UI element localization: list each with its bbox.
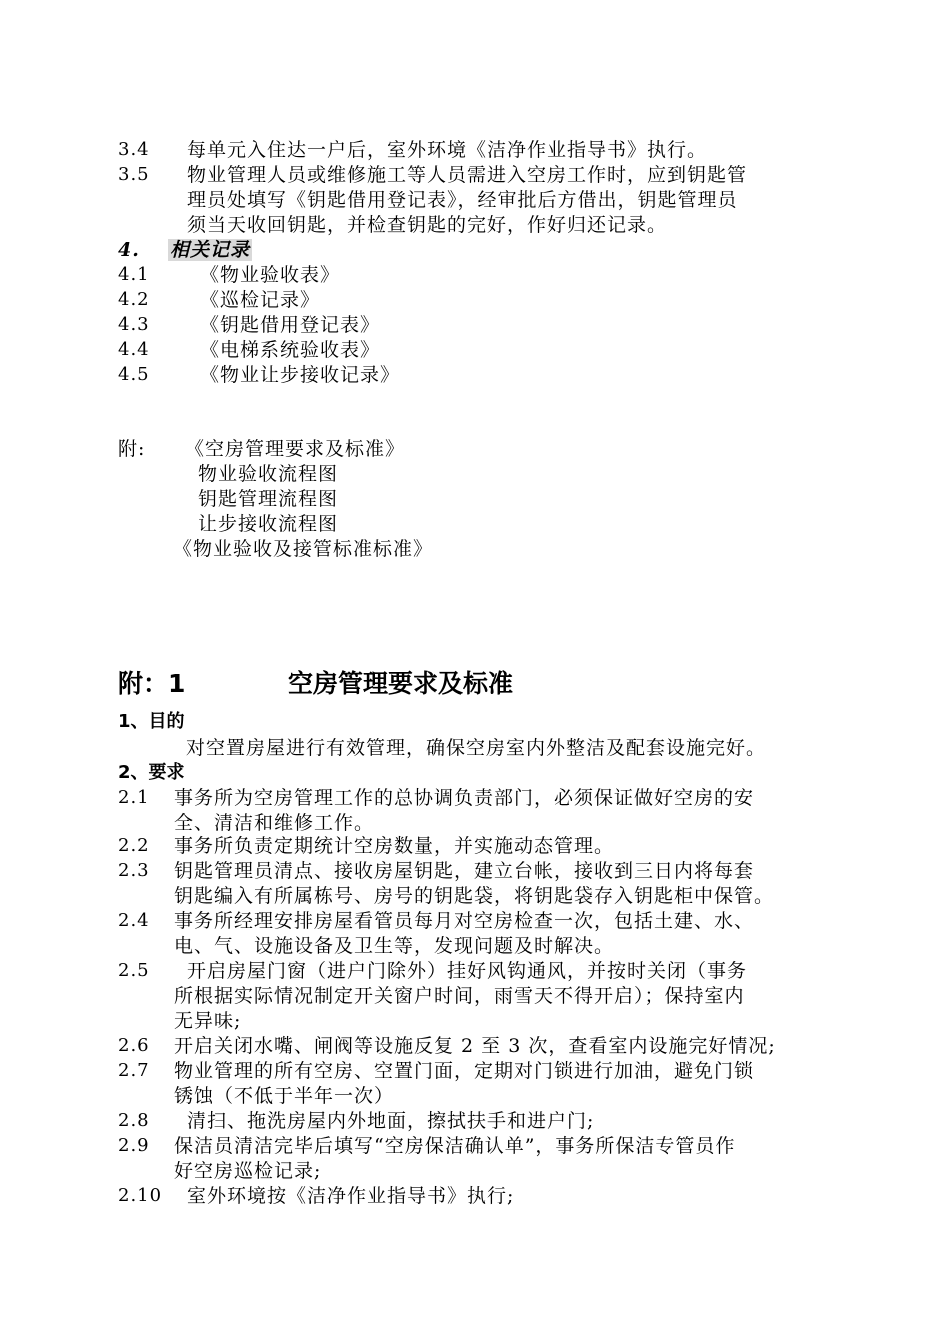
attachment-item: 钥匙管理流程图 [198, 488, 339, 510]
record-name: 《钥匙借用登记表》 [200, 314, 381, 336]
section-title [168, 238, 252, 262]
section-number: 4. [118, 239, 140, 261]
item-number: 2.7 [118, 1060, 150, 1081]
item-number: 3.4 [118, 139, 150, 160]
item-text: 清扫、拖洗房屋内外地面，擦拭扶手和进户门; [187, 1110, 595, 1132]
attachment-item: 《物业验收及接管标准标准》 [173, 538, 434, 560]
item-text: 保洁员清洁完毕后填写“空房保洁确认单”，事务所保洁专管员作 [174, 1135, 736, 1157]
item-number: 2.2 [118, 835, 150, 856]
item-text: 钥匙管理员清点、接收房屋钥匙，建立台帐，接收到三日内将每套 [174, 860, 755, 882]
purpose-heading: 1、目的 [118, 711, 185, 732]
item-number: 2.6 [118, 1035, 150, 1056]
item-text: 理员处填写《钥匙借用登记表》，经审批后方借出，钥匙管理员 [187, 189, 738, 211]
record-name: 《电梯系统验收表》 [200, 339, 381, 361]
record-name: 《物业验收表》 [200, 264, 341, 286]
record-number: 4.5 [118, 364, 150, 385]
record-number: 4.1 [118, 264, 150, 285]
attachment-item: 让步接收流程图 [198, 513, 339, 535]
item-number: 2.3 [118, 860, 150, 881]
item-text: 开启房屋门窗（进户门除外）挂好风钩通风，并按时关闭（事务 [187, 960, 748, 982]
appendix-label: 附：1 [118, 669, 186, 698]
record-number: 4.3 [118, 314, 150, 335]
item-number: 2.5 [118, 960, 150, 981]
item-text: 须当天收回钥匙，并检查钥匙的完好，作好归还记录。 [187, 214, 668, 236]
item-text: 锈蚀（不低于半年一次） [174, 1085, 395, 1107]
record-name: 《物业让步接收记录》 [200, 364, 401, 386]
item-text: 电、气、设施设备及卫生等，发现问题及时解决。 [174, 935, 615, 957]
item-text: 事务所经理安排房屋看管员每月对空房检查一次，包括土建、水、 [174, 910, 755, 932]
item-text: 钥匙编入有所属栋号、房号的钥匙袋，将钥匙袋存入钥匙柜中保管。 [174, 885, 775, 907]
item-number: 2.9 [118, 1135, 150, 1156]
item-number: 2.4 [118, 910, 150, 931]
section-title-text: 相关记录 [170, 239, 251, 261]
item-text: 物业管理人员或维修施工等人员需进入空房工作时，应到钥匙管 [187, 164, 748, 186]
item-number: 3.5 [118, 164, 150, 185]
item-text: 无异味; [174, 1010, 242, 1032]
item-text: 开启关闭水嘴、闸阀等设施反复 2 至 3 次，查看室内设施完好情况; [174, 1035, 776, 1057]
attachment-item: 物业验收流程图 [198, 463, 339, 485]
record-number: 4.4 [118, 339, 150, 360]
item-text: 每单元入住达一户后，室外环境《洁净作业指导书》执行。 [187, 139, 708, 161]
item-text: 好空房巡检记录; [174, 1160, 322, 1182]
appendix-title: 空房管理要求及标准 [288, 669, 514, 698]
requirements-heading: 2、要求 [118, 762, 185, 783]
item-text: 室外环境按《洁净作业指导书》执行; [187, 1185, 515, 1207]
item-text: 物业管理的所有空房、空置门面，定期对门锁进行加油，避免门锁 [174, 1060, 755, 1082]
item-number: 2.8 [118, 1110, 150, 1131]
attachment-item: 《空房管理要求及标准》 [185, 438, 406, 460]
item-text: 所根据实际情况制定开关窗户时间，雨雪天不得开启）；保持室内 [174, 985, 745, 1007]
purpose-text: 对空置房屋进行有效管理，确保空房室内外整洁及配套设施完好。 [186, 737, 767, 759]
item-number: 2.1 [118, 787, 150, 808]
item-text: 事务所负责定期统计空房数量，并实施动态管理。 [174, 835, 615, 857]
item-text: 事务所为空房管理工作的总协调负责部门，必须保证做好空房的安 [174, 787, 755, 809]
attachments-label: 附: [118, 438, 146, 460]
item-text: 全、清洁和维修工作。 [174, 812, 375, 834]
record-name: 《巡检记录》 [200, 289, 321, 311]
item-number: 2.10 [118, 1185, 163, 1206]
record-number: 4.2 [118, 289, 150, 310]
